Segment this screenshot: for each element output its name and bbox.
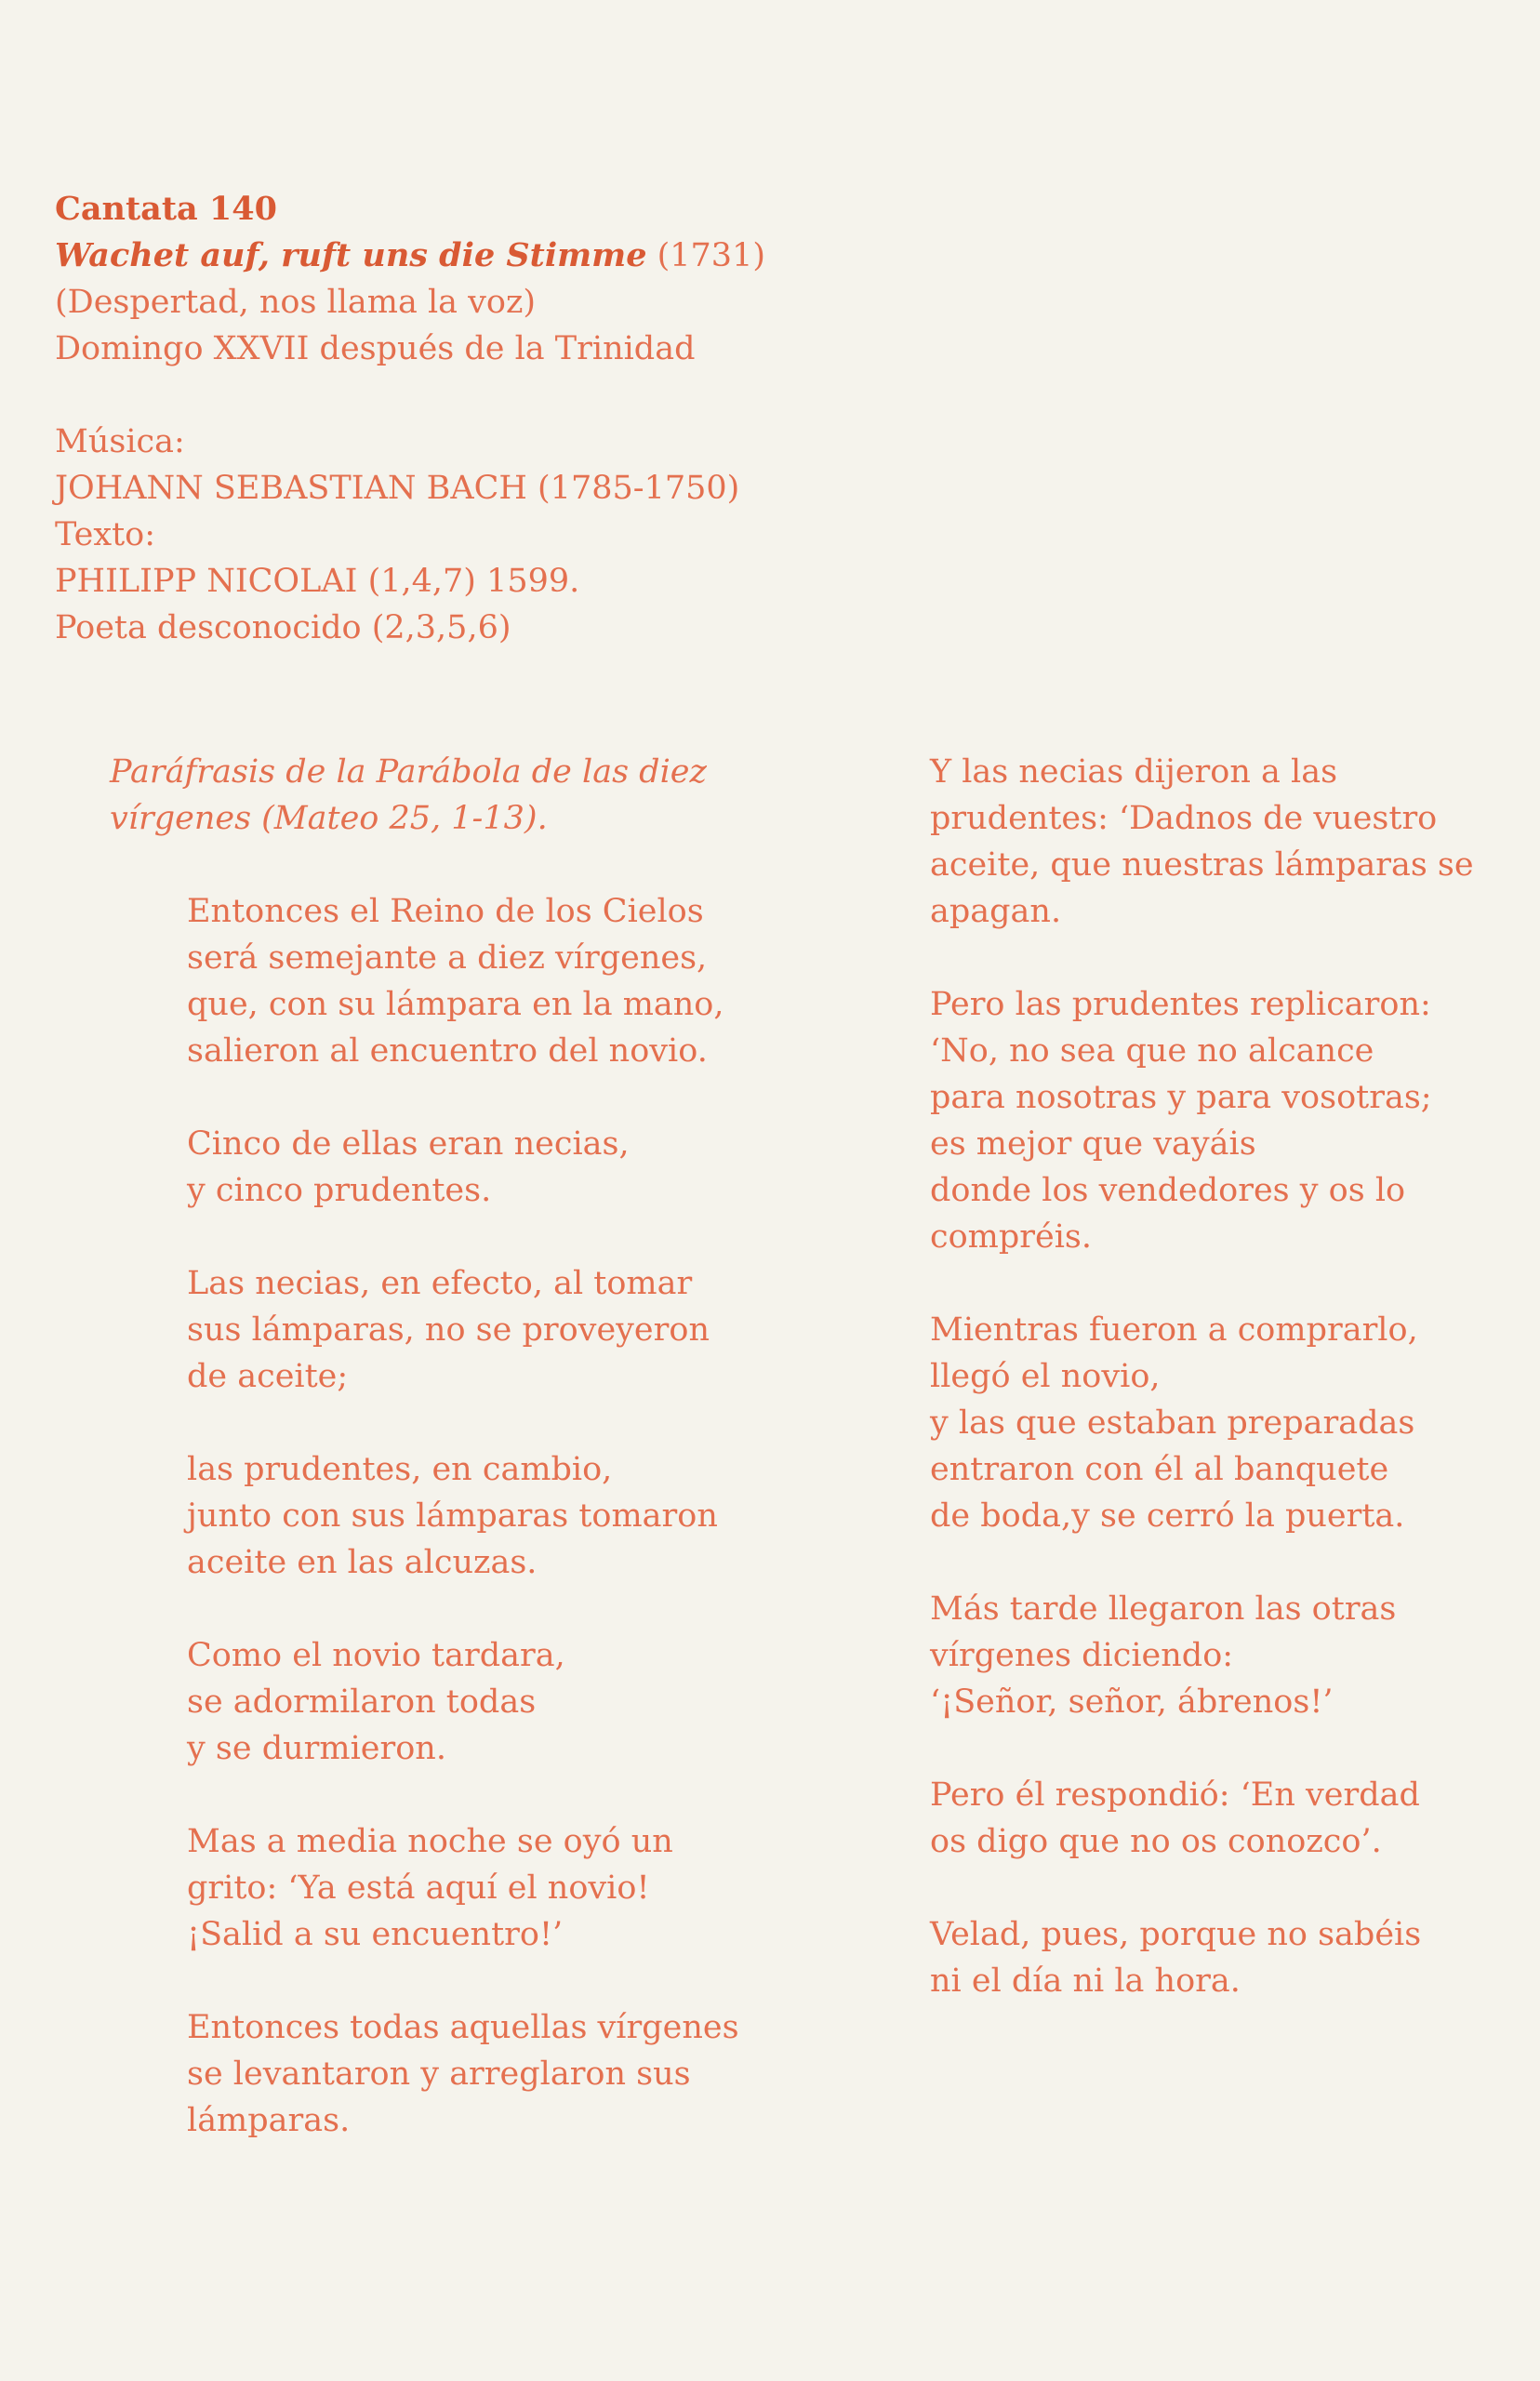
composer: JOHANN SEBASTIAN BACH (1785-1750)	[55, 470, 740, 507]
verse-line: Mas a media noche se oyó un	[187, 1823, 673, 1860]
stanza	[930, 1307, 1507, 1539]
verse-line: junto con sus lámparas tomaron	[187, 1497, 718, 1535]
music-label: Música:	[55, 423, 185, 460]
cantata-occasion: Domingo XXVII después de la Trinidad	[55, 330, 696, 367]
verse-line: se levantaron y arreglaron sus	[187, 2055, 691, 2093]
verse-line: de aceite;	[187, 1358, 349, 1395]
verse-line: y se durmieron.	[187, 1730, 446, 1767]
verse-line: y cinco prudentes.	[187, 1172, 492, 1209]
verse-line: se adormilaron todas	[187, 1683, 537, 1721]
verse-line: y las que estaban preparadas	[930, 1404, 1415, 1442]
verse-line: Más tarde llegaron las otras	[930, 1590, 1397, 1628]
document-header	[55, 186, 1487, 651]
intro-line: vírgenes (Mateo 25, 1-13).	[110, 800, 548, 837]
cantata-title: Cantata 140	[55, 190, 277, 228]
verse-line: lámparas.	[187, 2102, 351, 2139]
cantata-year: (1731)	[646, 237, 765, 274]
verse-line: Velad, pues, porque no sabéis	[930, 1916, 1422, 1953]
stanza	[930, 749, 1507, 935]
verse-line: Entonces todas aquellas vírgenes	[187, 2009, 739, 2046]
verse-line: sus lámparas, no se proveyeron	[187, 1311, 710, 1349]
verse-line: ‘¡Señor, señor, ábrenos!’	[930, 1683, 1334, 1721]
verse-line: será semejante a diez vírgenes,	[187, 939, 708, 977]
verse-line: vírgenes diciendo:	[930, 1637, 1234, 1674]
verse-line: Como el novio tardara,	[187, 1637, 565, 1674]
verse-line: prudentes: ‘Dadnos de vuestro	[930, 800, 1438, 837]
right-column	[930, 749, 1507, 2004]
verse-line: las prudentes, en cambio,	[187, 1451, 613, 1488]
cantata-translation: (Despertad, nos llama la voz)	[55, 284, 537, 321]
verse-line: Pero él respondió: ‘En verdad	[930, 1776, 1420, 1814]
stanza	[187, 888, 816, 1074]
stanza	[187, 1818, 816, 1958]
verse-line: que, con su lámpara en la mano,	[187, 986, 724, 1023]
stanza	[930, 1586, 1507, 1725]
verse-line: aceite en las alcuzas.	[187, 1544, 538, 1581]
verse-line: aceite, que nuestras lámparas se	[930, 846, 1474, 884]
stanza	[187, 1446, 816, 1586]
verse-line: Mientras fueron a comprarlo,	[930, 1311, 1418, 1349]
stanza	[930, 1911, 1507, 2004]
stanza	[930, 1772, 1507, 1865]
stanza	[187, 2004, 816, 2144]
cantata-german-title: Wachet auf, ruft uns die Stimme	[55, 236, 647, 274]
verse-line: de boda,y se cerró la puerta.	[930, 1497, 1405, 1535]
verse-line: es mejor que vayáis	[930, 1125, 1256, 1163]
verse-line: grito: ‘Ya está aquí el novio!	[187, 1869, 650, 1907]
verse-line: apagan.	[930, 893, 1062, 930]
verse-line: compréis.	[930, 1218, 1092, 1256]
intro-line: Paráfrasis de la Parábola de las diez	[110, 753, 707, 791]
verse-line: llegó el novio,	[930, 1358, 1161, 1395]
verse-line: Las necias, en efecto, al tomar	[187, 1265, 693, 1302]
stanza	[187, 1632, 816, 1772]
cantata-subtitle	[55, 233, 1487, 279]
parable-intro	[110, 749, 816, 842]
verse-line: ¡Salid a su encuentro!’	[187, 1916, 564, 1953]
unknown-poet: Poeta desconocido (2,3,5,6)	[55, 609, 511, 646]
left-column	[110, 749, 816, 2144]
verse-line: para nosotras y para vosotras;	[930, 1079, 1432, 1116]
verse-line: Entonces el Reino de los Cielos	[187, 893, 704, 930]
stanza	[930, 981, 1507, 1260]
verse-line: salieron al encuentro del novio.	[187, 1032, 708, 1070]
verse-line: donde los vendedores y os lo	[930, 1172, 1406, 1209]
text-label: Texto:	[55, 516, 156, 553]
stanza	[187, 1260, 816, 1400]
text-author: PHILIPP NICOLAI (1,4,7) 1599.	[55, 563, 580, 600]
left-verses	[187, 888, 816, 2144]
verse-line: ‘No, no sea que no alcance	[930, 1032, 1374, 1070]
verse-line: entraron con él al banquete	[930, 1451, 1389, 1488]
stanza	[187, 1121, 816, 1214]
verse-line: Pero las prudentes replicaron:	[930, 986, 1431, 1023]
verse-line: Y las necias dijeron a las	[930, 753, 1338, 791]
verse-line: Cinco de ellas eran necias,	[187, 1125, 630, 1163]
verse-line: os digo que no os conozco’.	[930, 1823, 1382, 1860]
verse-line: ni el día ni la hora.	[930, 1962, 1241, 2000]
